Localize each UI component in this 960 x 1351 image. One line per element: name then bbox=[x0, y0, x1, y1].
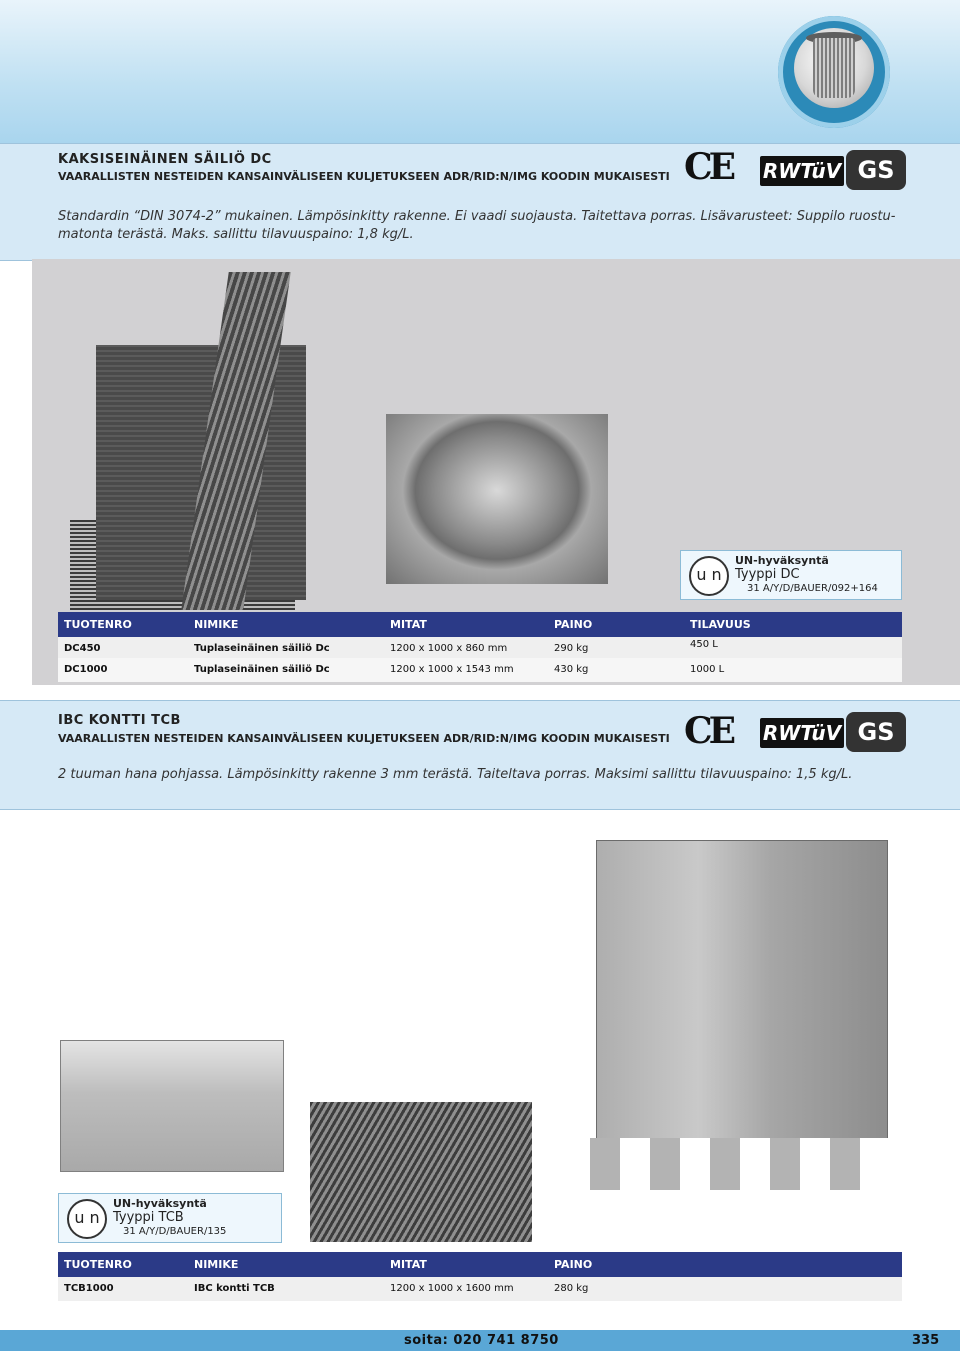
approval-type: Tyyppi TCB bbox=[113, 1210, 184, 1225]
col-mitat: MITAT bbox=[390, 1258, 427, 1271]
cell-tuotenro: DC1000 bbox=[64, 664, 108, 675]
col-tuotenro: TUOTENRO bbox=[64, 618, 132, 631]
cell-tilavuus: 450 L bbox=[690, 639, 718, 650]
approval-heading: UN-hyväksyntä bbox=[735, 554, 829, 567]
ibc-valve-detail-image bbox=[60, 1040, 284, 1172]
cell-paino: 430 kg bbox=[554, 664, 589, 675]
cell-nimike: IBC kontti TCB bbox=[194, 1283, 275, 1294]
approval-code: 31 A/Y/D/BAUER/092+164 bbox=[747, 583, 878, 594]
section-dc-description-line1: Standardin “DIN 3074-2” mukainen. Lämpösinkitty rakenne. Ei vaadi suojausta. Taitettava porras. Lisävarusteet: Suppilo ruostu- bbox=[58, 209, 896, 224]
ce-mark-icon: CE bbox=[684, 146, 733, 188]
section-tcb-subtitle: VAARALLISTEN NESTEIDEN KANSAINVÄLISEEN KULJETUKSEEN ADR/RID:N/IMG KOODIN MUKAISESTI bbox=[58, 732, 670, 745]
ce-mark-icon: CE bbox=[684, 710, 733, 752]
approval-box-tcb bbox=[58, 1193, 282, 1243]
cell-nimike: Tuplaseinäinen säiliö Dc bbox=[194, 664, 330, 675]
ibc-pallet-legs-image bbox=[590, 1138, 890, 1190]
rwtuv-logo-icon: RWTüV bbox=[760, 718, 844, 748]
table-row bbox=[58, 1277, 902, 1301]
gs-mark-icon: GS bbox=[846, 712, 906, 752]
cell-mitat: 1200 x 1000 x 1543 mm bbox=[390, 664, 514, 675]
col-mitat: MITAT bbox=[390, 618, 427, 631]
ibc-container-image bbox=[596, 840, 888, 1172]
table-row bbox=[58, 658, 902, 682]
cell-mitat: 1200 x 1000 x 860 mm bbox=[390, 643, 508, 654]
bin-icon bbox=[813, 38, 855, 98]
cell-paino: 280 kg bbox=[554, 1283, 589, 1294]
cell-paino: 290 kg bbox=[554, 643, 589, 654]
tcb-table-header bbox=[58, 1252, 902, 1278]
rwtuv-logo-icon: RWTüV bbox=[760, 156, 844, 186]
cell-mitat: 1200 x 1000 x 1600 mm bbox=[390, 1283, 514, 1294]
page-number: 335 bbox=[912, 1333, 940, 1348]
dc-lid-closeup-image bbox=[386, 414, 608, 584]
dc-table-header bbox=[58, 612, 902, 638]
section-dc-title: KAKSISEINÄINEN SÄILIÖ DC bbox=[58, 152, 272, 167]
approval-type: Tyyppi DC bbox=[735, 567, 800, 582]
footer-phone: soita: 020 741 8750 bbox=[404, 1333, 559, 1348]
col-tuotenro: TUOTENRO bbox=[64, 1258, 132, 1271]
gs-mark-icon: GS bbox=[846, 150, 906, 190]
cell-tilavuus: 1000 L bbox=[690, 664, 725, 675]
un-symbol-icon: u n bbox=[689, 556, 729, 596]
col-paino: PAINO bbox=[554, 618, 593, 631]
approval-box-dc bbox=[680, 550, 902, 600]
section-tcb-description: 2 tuuman hana pohjassa. Lämpösinkitty rakenne 3 mm terästä. Taiteltava porras. Maksimi sallittu tilavuuspaino: 1,5 kg/L. bbox=[58, 767, 853, 782]
section-dc-subtitle: VAARALLISTEN NESTEIDEN KANSAINVÄLISEEN KULJETUKSEEN ADR/RID:N/IMG KOODIN MUKAISESTI bbox=[58, 170, 670, 183]
section-dc-description-line2: matonta terästä. Maks. sallittu tilavuuspaino: 1,8 kg/L. bbox=[58, 227, 414, 242]
col-tilavuus: TILAVUUS bbox=[690, 618, 751, 631]
un-symbol-icon: u n bbox=[67, 1199, 107, 1239]
col-nimike: NIMIKE bbox=[194, 1258, 239, 1271]
cell-tuotenro: DC450 bbox=[64, 643, 101, 654]
section-tcb-title: IBC KONTTI TCB bbox=[58, 713, 181, 728]
cell-tuotenro: TCB1000 bbox=[64, 1283, 114, 1294]
approval-code: 31 A/Y/D/BAUER/135 bbox=[123, 1226, 227, 1237]
approval-heading: UN-hyväksyntä bbox=[113, 1197, 207, 1210]
col-nimike: NIMIKE bbox=[194, 618, 239, 631]
ibc-surface-closeup-image bbox=[310, 1102, 532, 1242]
col-paino: PAINO bbox=[554, 1258, 593, 1271]
cell-nimike: Tuplaseinäinen säiliö Dc bbox=[194, 643, 330, 654]
